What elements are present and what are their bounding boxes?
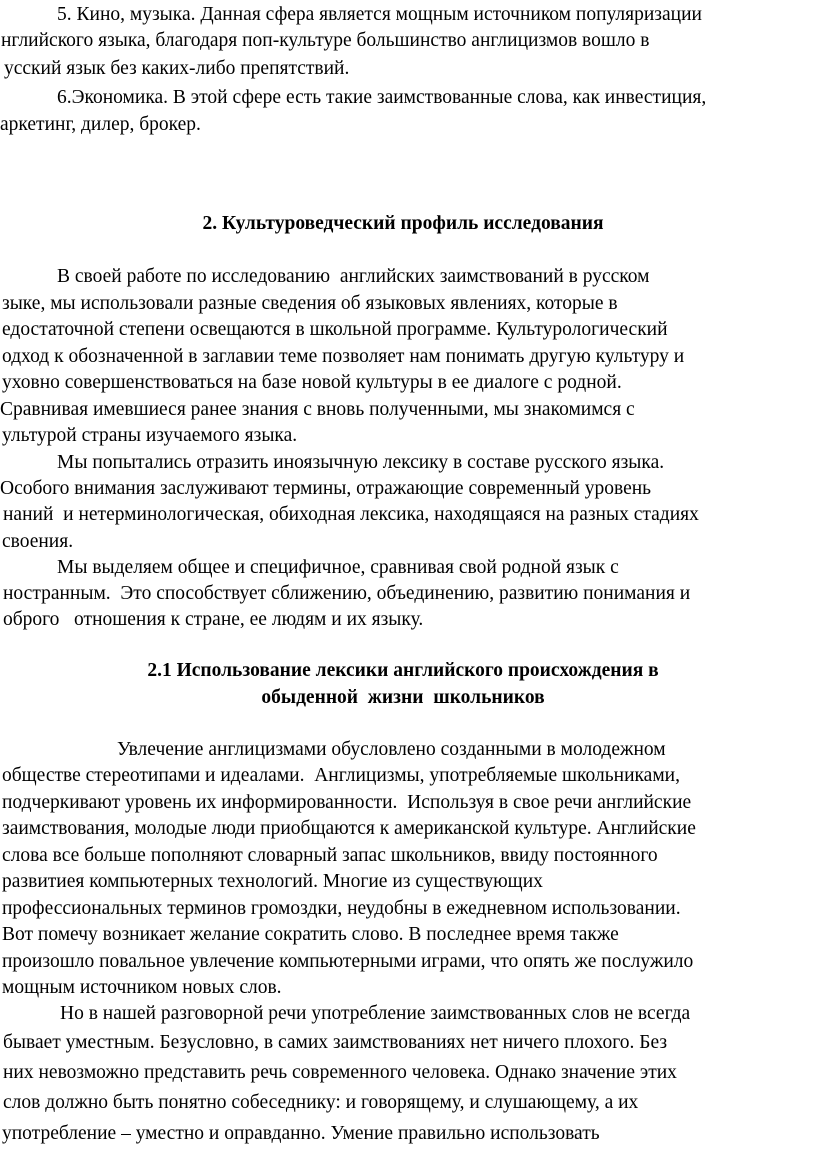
text-line: одход к обозначенной в заглавии теме позволяет нам понимать другую культуру и <box>2 346 685 367</box>
text-line: уховно совершенствоваться на базе новой культуры в ее диалоге с родной. <box>2 372 622 393</box>
text-line: 6.Экономика. В этой сфере есть такие заимствованные слова, как инвестиция, <box>57 87 707 108</box>
text-line: Особого внимания заслуживают термины, отражающие современный уровень <box>0 478 652 499</box>
text-line: мощным источником новых слов. <box>2 977 282 998</box>
text-line: профессиональных терминов громоздки, неудобны в ежедневном использовании. <box>2 898 681 919</box>
text-line: Мы выделяем общее и специфичное, сравнивая свой родной язык с <box>57 557 619 578</box>
text-line: В своей работе по исследованию английских заимствований в русском <box>57 266 650 287</box>
text-line: едостаточной степени освещаются в школьной программе. Культурологический <box>2 319 668 340</box>
text-line: Мы попытались отразить иноязычную лексику в составе русского языка. <box>57 452 665 473</box>
text-line: ультурой страны изучаемого языка. <box>2 425 298 446</box>
heading-line: обыденной жизни школьников <box>261 687 545 708</box>
text-line: слова все больше пополняют словарный запас школьников, ввиду постоянного <box>2 845 658 866</box>
text-line: слов должно быть понятно собеседнику: и говорящему, и слушающему, а их <box>3 1092 639 1113</box>
text-line: заимствования, молодые люди приобщаются к американской культуре. Английские <box>2 818 696 839</box>
heading-line: 2.1 Использование лексики английского происхождения в <box>147 660 659 681</box>
heading-line: 2. Культуроведческий профиль исследования <box>202 213 604 234</box>
text-line: них невозможно представить речь современного человека. Однако значение этих <box>3 1062 677 1083</box>
text-line: нглийского языка, благодаря поп-культуре большинство англицизмов вошло в <box>1 30 650 51</box>
text-line: произошло повальное увлечение компьютерными играми, что опять же послужило <box>2 951 694 972</box>
text-line: ностранным. Это способствует сближению, объединению, развитию понимания и <box>3 583 691 604</box>
text-line: 5. Кино, музыка. Данная сфера является мощным источником популяризации <box>57 4 702 25</box>
text-line: Но в нашей разговорной речи употребление заимствованных слов не всегда <box>60 1003 691 1024</box>
text-line: Увлечение англицизмами обусловлено созданными в молодежном <box>117 739 666 760</box>
text-line: бывает уместным. Безусловно, в самих заимствованиях нет ничего плохого. Без <box>3 1032 668 1053</box>
text-line: своения. <box>2 531 74 552</box>
text-line: развитиея компьютерных технологий. Многие из существующих <box>2 871 543 892</box>
text-line: Сравнивая имевшиеся ранее знания с вновь полученными, мы знакомимся с <box>0 399 635 420</box>
text-line: зыке, мы использовали разные сведения об языковых явлениях, которые в <box>2 293 618 314</box>
text-line: Вот помечу возникает желание сократить слово. В последнее время также <box>2 924 619 945</box>
text-line: наний и нетерминологическая, обиходная лексика, находящаяся на разных стадиях <box>3 504 699 525</box>
text-line: усский язык без каких-либо препятствий. <box>4 58 350 79</box>
text-line: аркетинг, дилер, брокер. <box>0 114 201 135</box>
text-line: оброго отношения к стране, ее людям и их языку. <box>3 609 424 630</box>
text-line: подчеркивают уровень их информированности. Используя в свое речи английские <box>2 792 692 813</box>
text-line: употребление – уместно и оправданно. Умение правильно использовать <box>2 1123 600 1144</box>
text-line: обществе стереотипами и идеалами. Англицизмы, употребляемые школьниками, <box>2 765 680 786</box>
